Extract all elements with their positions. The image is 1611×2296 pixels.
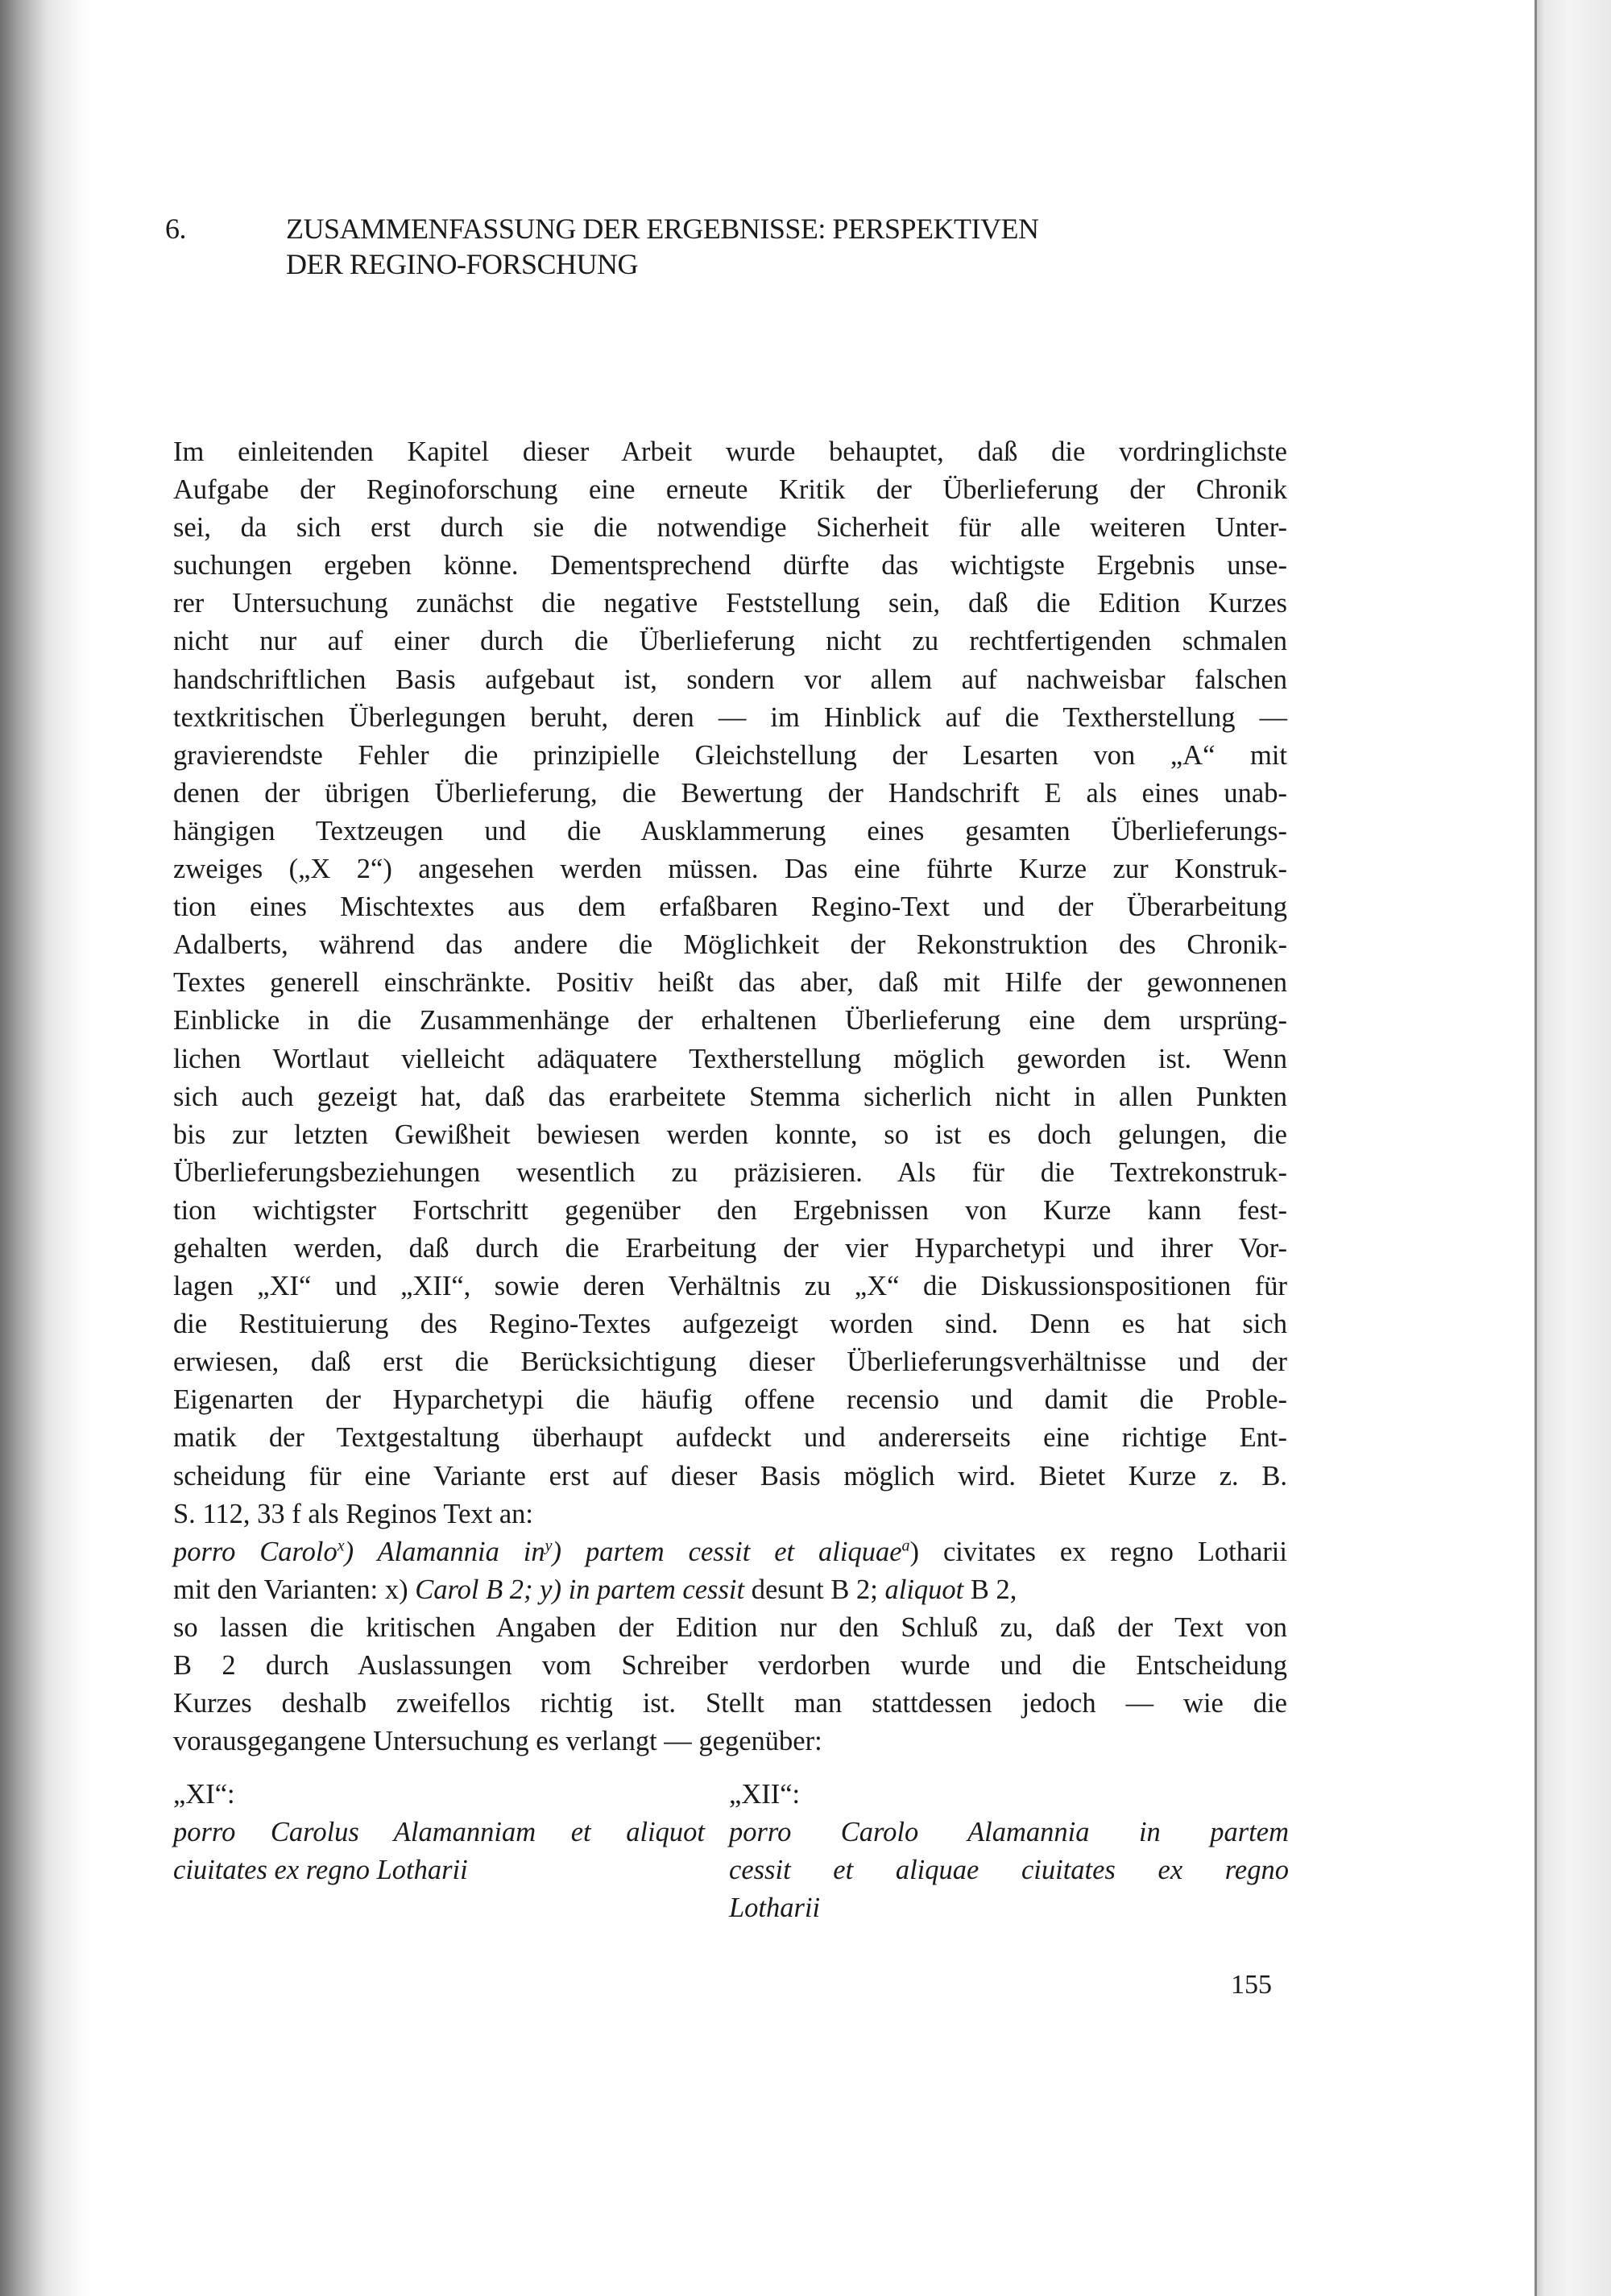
book-gutter-shadow xyxy=(0,0,89,2296)
column-xi xyxy=(173,1776,705,1889)
chapter-title-line-2: DER REGINO-FORSCHUNG xyxy=(286,248,639,280)
text-line xyxy=(173,585,1287,623)
text-segment: sei, da sich erst durch sie die notwendige Sicherheit für alle weiteren Unter- xyxy=(173,512,1287,544)
text-segment: Kurzes deshalb zweifellos richtig ist. Stellt man stattdessen jedoch — wie die xyxy=(173,1688,1287,1719)
text-segment: Im einleitenden Kapitel dieser Arbeit wurde behauptet, daß die vordringlichste xyxy=(173,436,1287,467)
text-segment: Carol B 2; y) in partem cessit xyxy=(415,1574,745,1605)
text-segment: ) Alamannia in xyxy=(344,1536,545,1567)
text-line xyxy=(173,661,1287,699)
text-line xyxy=(173,623,1287,660)
text-segment: tion eines Mischtextes aus dem erfaßbaren Regino-Text und der Überarbeitung xyxy=(173,892,1287,923)
text-line xyxy=(173,926,1287,964)
text-segment: rer Untersuchung zunächst die negative Feststellung sein, daß die Edition Kurzes xyxy=(173,588,1287,619)
text-segment: lichen Wortlaut vielleicht adäquatere Textherstellung möglich geworden ist. Wenn xyxy=(173,1043,1287,1074)
text-segment: Überlieferungsbeziehungen wesentlich zu präzisieren. Als für die Textrekonstruk- xyxy=(173,1156,1287,1188)
column-xii-line: cessit et aliquae ciuitates ex regno xyxy=(729,1855,1289,1886)
text-line xyxy=(173,888,1287,926)
text-segment: S. 112, 33 f als Reginos Text an: xyxy=(173,1498,534,1529)
text-line xyxy=(173,1381,1287,1419)
text-segment: die Restituierung des Regino-Textes aufgezeigt worden sind. Denn es hat sich xyxy=(173,1309,1287,1340)
text-segment: lagen „XI“ und „XII“, sowie deren Verhältnis zu „X“ die Diskussionspositionen für xyxy=(173,1271,1287,1302)
text-line xyxy=(173,1230,1287,1268)
text-segment: sich auch gezeigt hat, daß das erarbeitete Stemma sicherlich nicht in allen Punkten xyxy=(173,1081,1287,1112)
chapter-number: 6. xyxy=(165,213,186,245)
page-edge xyxy=(1534,0,1611,2296)
text-segment: vorausgegangene Untersuchung es verlangt — gegenüber: xyxy=(173,1726,822,1757)
text-line xyxy=(173,1192,1287,1230)
column-xii-line: Lotharii xyxy=(729,1893,821,1924)
text-segment: B 2 durch Auslassungen vom Schreiber verdorben wurde und die Entscheidung xyxy=(173,1650,1287,1681)
column-xi-line: porro Carolus Alamanniam et aliquot xyxy=(173,1817,705,1848)
chapter-title-line-1: ZUSAMMENFASSUNG DER ERGEBNISSE: PERSPEKTIVEN xyxy=(286,213,1039,245)
text-line xyxy=(173,1647,1287,1685)
column-xi-line: ciuitates ex regno Lotharii xyxy=(173,1855,468,1886)
footnote-marker: a xyxy=(901,1537,910,1555)
text-segment: desunt B 2; xyxy=(744,1574,885,1605)
text-line xyxy=(173,813,1287,850)
text-segment: tion wichtigster Fortschritt gegenüber den Ergebnissen von Kurze kann fest- xyxy=(173,1194,1287,1226)
footnote-marker: y xyxy=(545,1537,553,1555)
text-segment: Textes generell einschränkte. Positiv heißt das aber, daß mit Hilfe der gewonnenen xyxy=(173,967,1287,999)
text-line xyxy=(173,471,1287,509)
footnote-marker: x xyxy=(337,1537,345,1555)
text-segment: suchungen ergeben könne. Dementsprechend dürfte das wichtigste Ergebnis unse- xyxy=(173,550,1287,581)
chapter-title xyxy=(286,211,1038,282)
text-segment: erwiesen, daß erst die Berücksichtigung dieser Überlieferungsverhältnisse und der xyxy=(173,1347,1287,1378)
text-segment: nicht nur auf einer durch die Überlieferung nicht zu rechtfertigenden schmalen xyxy=(173,626,1287,657)
column-xi-label: „XI“: xyxy=(173,1779,235,1810)
text-line xyxy=(173,509,1287,547)
text-segment: B 2, xyxy=(963,1574,1017,1605)
text-segment: aliquot xyxy=(884,1574,964,1605)
text-line xyxy=(173,1305,1287,1343)
text-segment: Adalberts, während das andere die Möglichkeit der Rekonstruktion des Chronik- xyxy=(173,929,1287,961)
text-line xyxy=(173,699,1287,737)
text-line xyxy=(173,1685,1287,1723)
text-line xyxy=(173,1154,1287,1192)
text-segment: Eigenarten der Hyparchetypi die häufig offene recensio und damit die Proble- xyxy=(173,1384,1287,1416)
column-xii-line: porro Carolo Alamannia in partem xyxy=(729,1817,1289,1848)
text-segment: ) civitates ex regno Lotharii xyxy=(909,1536,1287,1567)
text-line xyxy=(173,1268,1287,1305)
text-segment: mit den Varianten: x) xyxy=(173,1574,416,1605)
text-line xyxy=(173,1419,1287,1457)
text-line xyxy=(173,1458,1287,1496)
text-segment: handschriftlichen Basis aufgebaut ist, sondern vor allem auf nachweisbar falschen xyxy=(173,664,1287,695)
text-line xyxy=(173,1116,1287,1154)
text-segment: Aufgabe der Reginoforschung eine erneute Kritik der Überlieferung der Chronik xyxy=(173,474,1287,506)
column-xii xyxy=(729,1776,1289,1927)
text-line xyxy=(173,964,1287,1002)
text-segment: gravierendste Fehler die prinzipielle Gleichstellung der Lesarten von „A“ mit xyxy=(173,739,1287,771)
text-segment: denen der übrigen Überlieferung, die Bewertung der Handschrift E als eines unab- xyxy=(173,777,1287,809)
text-line xyxy=(173,433,1287,471)
text-line xyxy=(173,1571,1287,1609)
text-segment: porro Carolo xyxy=(173,1536,338,1567)
text-line xyxy=(173,1343,1287,1381)
text-line xyxy=(173,1040,1287,1078)
text-line xyxy=(173,1002,1287,1040)
text-line xyxy=(173,1609,1287,1647)
text-line xyxy=(173,1723,1287,1760)
column-xii-label: „XII“: xyxy=(729,1779,801,1810)
text-line xyxy=(173,850,1287,888)
body-text xyxy=(173,433,1287,1760)
text-segment: scheidung für eine Variante erst auf dieser Basis möglich wird. Bietet Kurze z. B. xyxy=(173,1460,1287,1491)
text-segment: Einblicke in die Zusammenhänge der erhaltenen Überlieferung eine dem ursprüng- xyxy=(173,1005,1287,1036)
text-line xyxy=(173,1496,1287,1533)
text-segment: zweiges („X 2“) angesehen werden müssen. Das eine führte Kurze zur Konstruk- xyxy=(173,854,1287,885)
text-segment: gehalten werden, daß durch die Erarbeitung der vier Hyparchetypi und ihrer Vor- xyxy=(173,1232,1287,1264)
text-segment: bis zur letzten Gewißheit bewiesen werden konnte, so ist es doch gelungen, die xyxy=(173,1119,1287,1150)
text-segment: so lassen die kritischen Angaben der Edition nur den Schluß zu, daß der Text von xyxy=(173,1611,1287,1643)
text-segment: matik der Textgestaltung überhaupt aufdeckt und andererseits eine richtige Ent- xyxy=(173,1422,1287,1454)
text-segment: hängigen Textzeugen und die Ausklammerung eines gesamten Überlieferungs- xyxy=(173,815,1287,846)
text-line xyxy=(173,775,1287,813)
text-line xyxy=(173,1078,1287,1116)
text-line xyxy=(173,737,1287,775)
text-segment: textkritischen Überlegungen beruht, deren — im Hinblick auf die Textherstellung — xyxy=(173,701,1287,733)
text-line xyxy=(173,1533,1287,1571)
page-number: 155 xyxy=(1231,1970,1272,2000)
text-line xyxy=(173,547,1287,585)
text-segment: ) partem cessit et aliquae xyxy=(552,1536,902,1567)
